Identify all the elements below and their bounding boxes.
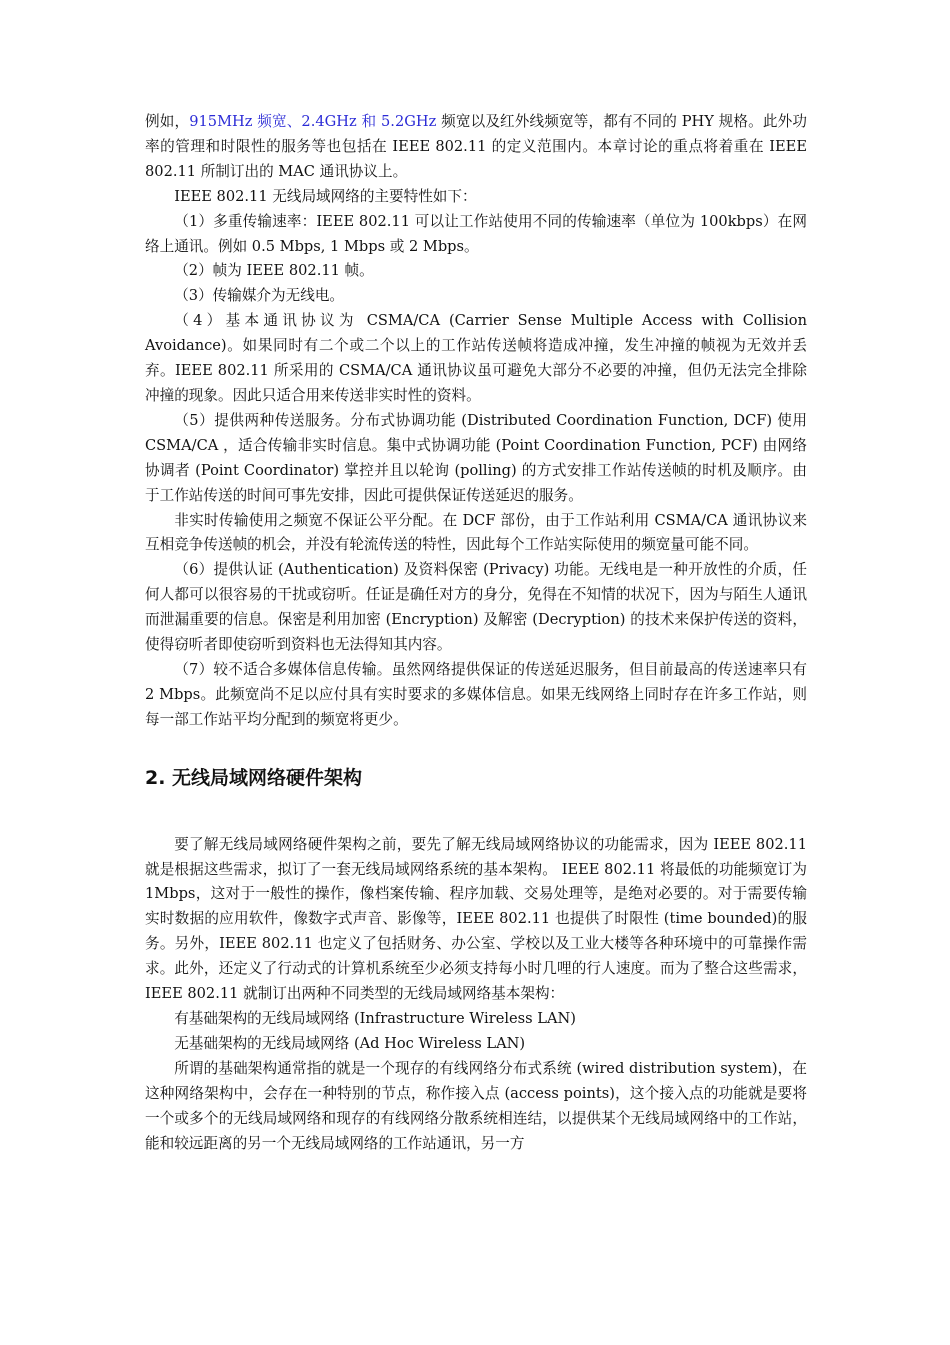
paragraph-features-intro: IEEE 802.11 无线局域网络的主要特性如下： [174,187,477,205]
paragraph-infrastructure-wlan: 有基础架构的无线局域网络 (Infrastructure Wireless LAN) [174,1010,576,1027]
paragraph-adhoc-wlan: 无基础架构的无线局域网络 (Ad Hoc Wireless LAN) [174,1034,526,1052]
paragraph-feature-2: （2）帧为 IEEE 802.11 帧。 [174,262,374,280]
paragraph-feature-1: （1）多重传输速率：IEEE 802.11 可以让工作站使用不同的传输速率（单位为 100kbps）在网络上通讯。例如 0.5 Mbps, 1 Mbps 或 2 Mbps。 [145,212,807,255]
paragraph-feature-7: （7）较不适合多媒体信息传输。虽然网络提供保证的传送延迟服务，但目前最高的传送速率只有 2 Mbps。此频宽尚不足以应付具有实时要求的多媒体信息。如果无线网络上同时存在许多工作站，则每一部工作站平均分配到的频宽将更少。 [145,660,807,728]
paragraph-phy-specs [145,110,807,185]
paragraph-feature-3: （3）传输媒介为无线电。 [174,287,345,305]
paragraph-feature-5: （5）提供两种传送服务。分布式协调功能 (Distributed Coordination Function, DCF) 使用 CSMA/CA ，适合传输非实时信息。集中式协调功能 (Point Coordination Function, PCF) 由网络协调者 (Point Coordinator) 掌控并且以轮询 (polling) 的方式安排工作站传送帧的时机及顺序。由于工作站传送的时间可事先安排，因此可提供保证传送延迟的服务。 [145,411,807,504]
paragraph-phy-prefix: 例如， [145,113,190,130]
paragraph-feature-6: （6）提供认证 (Authentication) 及资料保密 (Privacy) 功能。无线电是一种开放性的介质，任何人都可以很容易的干扰或窃听。任证是确任对方的身分，免得在不知情的状况下，因为与陌生人通讯而泄漏重要的信息。保密是利用加密 (Encryption) 及解密 (Decryption) 的技术来保护传送的资料，使得窃听者即使窃听到资料也无法得知其内容。 [145,561,807,654]
frequency-bands-highlight: 915MHz 频宽、2.4GHz 和 5.2GHz [189,113,437,130]
paragraph-bandwidth-fairness: 非实时传输使用之频宽不保证公平分配。在 DCF 部份，由于工作站利用 CSMA/CA 通讯协议来互相竞争传送帧的机会，并没有轮流传送的特性，因此每个工作站实际使用的频宽量可能不同。 [145,511,807,554]
paragraph-infrastructure-definition: 所谓的基础架构通常指的就是一个现存的有线网络分布式系统 (wired distribution system)，在这种网络架构中，会存在一种特别的节点，称作接入点 (access points)，这个接入点的功能就是要将一个或多个的无线局域网络和现存的有线网络分散系统相连结，以提供某个无线局域网络中的工作站，能和较远距离的另一个无线局域网络的工作站通讯，另一方 [145,1059,807,1152]
paragraph-phy-suffix: 频宽以及红外线频宽等，都有不同的 PHY 规格。此外功率的管理和时限性的服务等也包括在 IEEE 802.11 的定义范围内。本章讨论的重点将着重在 IEEE 802.11 所制订出的 MAC 通讯协议上。 [145,113,807,180]
paragraph-hardware-architecture: 要了解无线局域网络硬件架构之前，要先了解无线局域网络协议的功能需求，因为 IEEE 802.11 就是根据这些需求，拟订了一套无线局域网络系统的基本架构。 IEEE 802.11 将最低的功能频宽订为 1Mbps，这对于一般性的操作，像档案传输、程序加载、交易处理等，是绝对必要的。对于需要传输实时数据的应用软件，像数字式声音、影像等，IEEE 802.11 也提供了时限性 (time bounded)的服务。另外，IEEE 802.11 也定义了包括财务、办公室、学校以及工业大楼等各种环境中的可靠操作需求。此外，还定义了行动式的计算机系统至少必须支持每小时几哩的行人速度。而为了整合这些需求，IEEE 802.11 就制订出两种不同类型的无线局域网络基本架构： [145,835,807,1003]
section-heading: 2. 无线局域网络硬件架构 [145,766,363,789]
paragraph-feature-4: （4）基本通讯协议为 CSMA/CA (Carrier Sense Multiple Access with Collision Avoidance)。如果同时有二个或二个以上的工作站传送帧将造成冲撞，发生冲撞的帧视为无效并丢弃。IEEE 802.11 所采用的 CSMA/CA 通讯协议虽可避免大部分不必要的冲撞，但仍无法完全排除冲撞的现象。因此只适合用来传送非实时性的资料。 [145,312,807,404]
document-page [145,110,807,1156]
